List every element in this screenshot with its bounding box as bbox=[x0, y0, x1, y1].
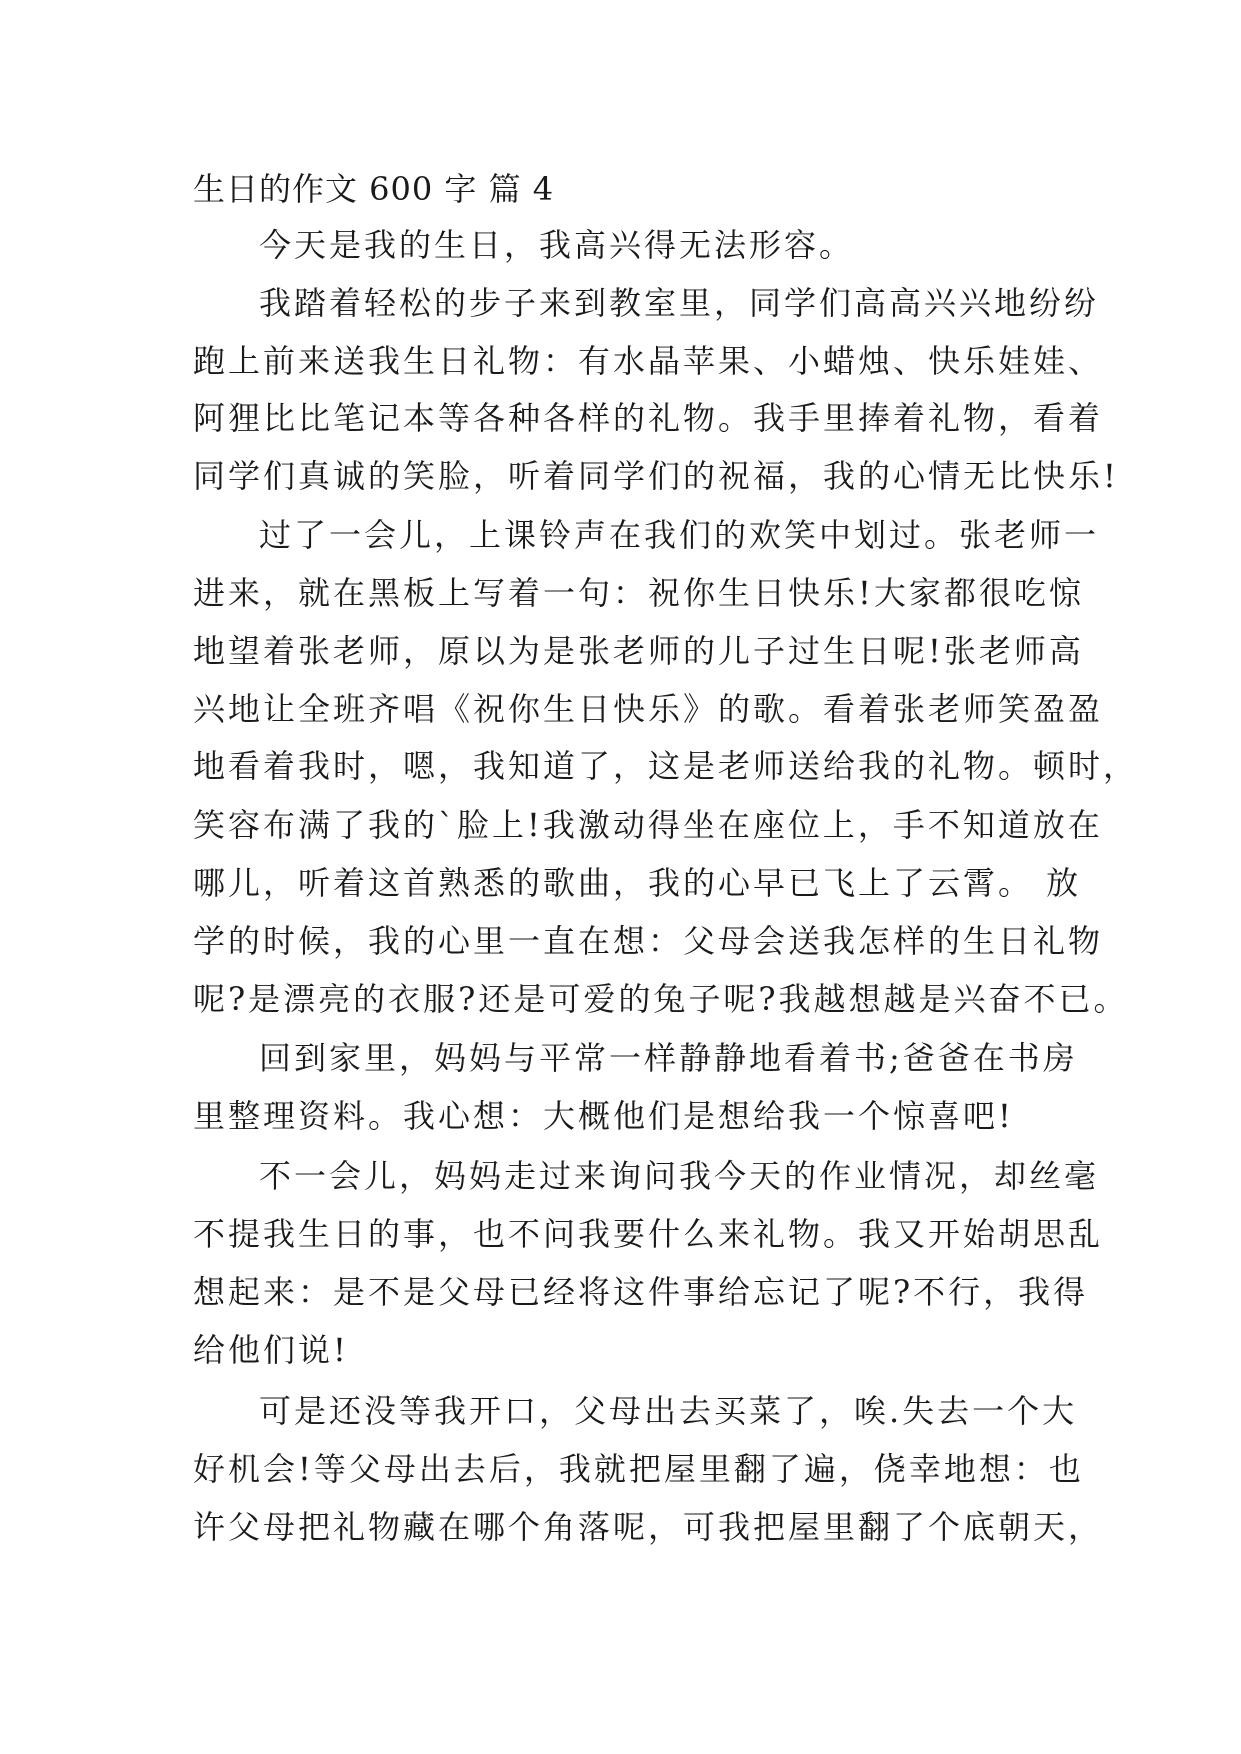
paragraph-line: 笑容布满了我的`脸上!我激动得坐在座位上，手不知道放在 bbox=[193, 806, 1103, 844]
paragraph-line: 回到家里，妈妈与平常一样静静地看着书;爸爸在书房 bbox=[259, 1039, 1078, 1077]
paragraph-line: 哪儿，听着这首熟悉的歌曲，我的心早已飞上了云霄。 放 bbox=[193, 864, 1082, 902]
paragraph-line: 阿狸比比笔记本等各种各样的礼物。我手里捧着礼物，看着 bbox=[193, 399, 1104, 437]
paragraph-line: 里整理资料。我心想：大概他们是想给我一个惊喜吧! bbox=[193, 1097, 1014, 1135]
essay-title: 生日的作文 600 字 篇 4 bbox=[193, 170, 555, 208]
paragraph-line: 给他们说! bbox=[193, 1331, 349, 1369]
paragraph-line: 不一会儿，妈妈走过来询问我今天的作业情况，却丝毫 bbox=[259, 1157, 1100, 1195]
paragraph-line: 许父母把礼物藏在哪个角落呢，可我把屋里翻了个底朝天， bbox=[193, 1508, 1104, 1546]
paragraph-line: 不提我生日的事，也不问我要什么来礼物。我又开始胡思乱 bbox=[193, 1215, 1104, 1253]
paragraph-line: 可是还没等我开口，父母出去买菜了，唉.失去一个大 bbox=[259, 1392, 1078, 1430]
paragraph-line: 我踏着轻松的步子来到教室里，同学们高高兴兴地纷纷 bbox=[259, 284, 1100, 322]
paragraph-line: 地望着张老师，原以为是张老师的儿子过生日呢!张老师高 bbox=[193, 632, 1084, 670]
paragraph-line: 跑上前来送我生日礼物：有水晶苹果、小蜡烛、快乐娃娃、 bbox=[193, 342, 1104, 380]
paragraph-line: 过了一会儿，上课铃声在我们的欢笑中划过。张老师一 bbox=[259, 516, 1100, 554]
paragraph-line: 呢?是漂亮的衣服?还是可爱的兔子呢?我越想越是兴奋不已。 bbox=[193, 980, 1129, 1018]
paragraph-line: 学的时候，我的心里一直在想：父母会送我怎样的生日礼物 bbox=[193, 922, 1104, 960]
paragraph-line: 好机会!等父母出去后，我就把屋里翻了遍，侥幸地想：也 bbox=[193, 1450, 1084, 1488]
paragraph-line: 今天是我的生日，我高兴得无法形容。 bbox=[259, 226, 855, 264]
paragraph-line: 同学们真诚的笑脸，听着同学们的祝福，我的心情无比快乐! bbox=[193, 457, 1119, 495]
paragraph-line: 想起来：是不是父母已经将这件事给忘记了呢?不行，我得 bbox=[193, 1273, 1089, 1311]
paragraph-line: 地看着我时，嗯，我知道了，这是老师送给我的礼物。顿时， bbox=[193, 747, 1139, 785]
paragraph-line: 进来，就在黑板上写着一句：祝你生日快乐!大家都很吃惊 bbox=[193, 574, 1084, 612]
paragraph-line: 兴地让全班齐唱《祝你生日快乐》的歌。看着张老师笑盈盈 bbox=[193, 690, 1104, 728]
